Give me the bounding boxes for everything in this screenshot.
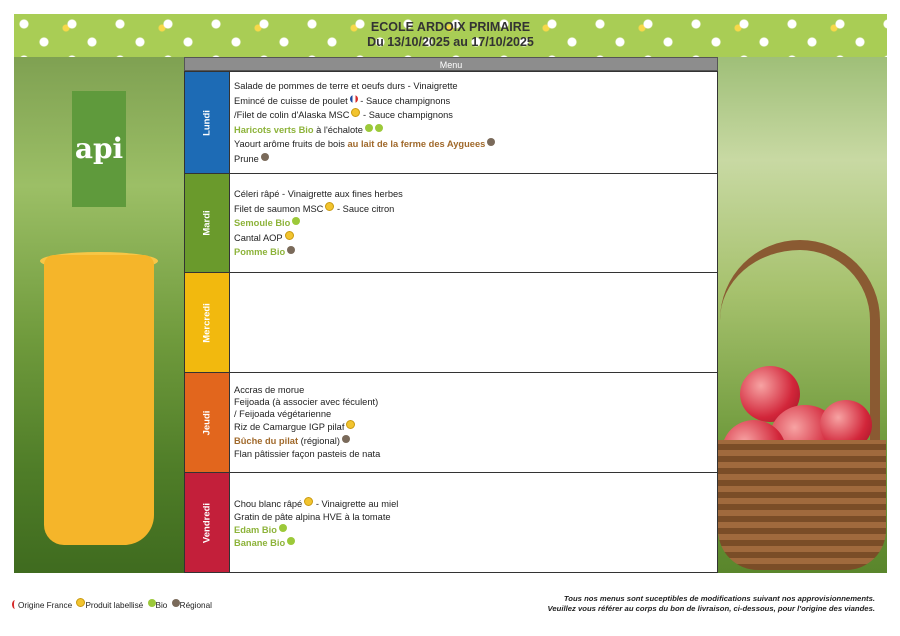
menu-item: Edam Bio xyxy=(234,524,713,537)
regional-icon xyxy=(342,435,350,443)
regional-icon xyxy=(287,246,295,254)
menu-cell-mardi xyxy=(229,173,718,273)
label-icon xyxy=(304,497,313,506)
menu-item: Semoule Bio xyxy=(234,216,713,231)
menu-item: Gratin de pâte alpina HVE à la tomate xyxy=(234,512,391,522)
menu-item: Banane Bio xyxy=(234,537,713,550)
day-label: Mercredi xyxy=(201,302,213,343)
week-dates: Du 13/10/2025 au 17/10/2025 xyxy=(367,35,534,49)
menu-cell-lundi xyxy=(229,71,718,174)
day-label: Jeudi xyxy=(201,410,213,435)
menu-item: Haricots verts Bio à l'échalote xyxy=(234,123,713,138)
school-name: ECOLE ARDOIX PRIMAIRE xyxy=(370,20,531,34)
bio-icon xyxy=(279,524,287,532)
menu-item: Pomme Bio xyxy=(234,245,713,260)
menu-item: Accras de morue xyxy=(234,385,305,395)
menu-item: Chou blanc râpé - Vinaigrette au miel xyxy=(234,499,399,509)
legend-bio: Bio xyxy=(155,601,168,610)
day-label: Lundi xyxy=(201,109,213,136)
legend-label: Produit labellisé xyxy=(85,601,144,610)
day-lundi xyxy=(184,71,230,174)
label-icon xyxy=(285,231,294,240)
regional-icon xyxy=(172,599,180,607)
flag-france-icon xyxy=(350,95,358,103)
disclaimer-line: Tous nos menus sont suceptibles de modifications suivant nos approvisionnements. xyxy=(563,594,875,603)
legend-origine: Origine France xyxy=(18,601,73,610)
day-label: Mardi xyxy=(201,210,213,236)
menu-item: /Filet de colin d'Alaska MSC - Sauce champignons xyxy=(234,110,453,120)
basket-image xyxy=(718,440,886,570)
menu-item: Céleri râpé - Vinaigrette aux fines herbes xyxy=(234,189,403,199)
day-mercredi xyxy=(184,272,230,373)
menu-item: Riz de Camargue IGP pilaf xyxy=(234,420,713,435)
bio-icon xyxy=(148,599,156,607)
day-vendredi xyxy=(184,472,230,573)
menu-item: / Feijoada végétarienne xyxy=(234,409,332,419)
menu-cell-vendredi xyxy=(229,472,718,573)
bio-icon xyxy=(287,537,295,545)
regional-icon xyxy=(487,138,495,146)
day-mardi xyxy=(184,173,230,273)
regional-icon xyxy=(261,153,269,161)
label-icon xyxy=(346,420,355,429)
day-label: Vendredi xyxy=(201,502,213,543)
api-logo: api xyxy=(72,91,126,207)
legend xyxy=(12,598,212,610)
menu-header xyxy=(14,14,887,57)
bio-icon xyxy=(375,124,383,132)
menu-item: Flan pâtissier façon pasteis de nata xyxy=(234,448,381,459)
menu-item: Prune xyxy=(234,152,713,167)
menu-item: Bûche du pilat (régional) xyxy=(234,435,713,448)
menu-item: Cantal AOP xyxy=(234,231,713,246)
menu-cell-mercredi xyxy=(229,272,718,373)
bio-icon xyxy=(365,124,373,132)
disclaimer-line: Veuillez vous référer au corps du bon de livraison, ci-dessous, pour l'origine des viandes. xyxy=(547,604,875,613)
day-jeudi xyxy=(184,372,230,473)
legend-regional: Régional xyxy=(179,601,212,610)
bio-icon xyxy=(292,217,300,225)
menu-item: Feijoada (à associer avec féculent) xyxy=(234,397,379,407)
menu-item: Salade de pommes de terre et oeufs durs - Vinaigrette xyxy=(234,81,458,91)
boot-body-image xyxy=(44,255,154,545)
menu-cell-jeudi xyxy=(229,372,718,473)
disclaimer xyxy=(455,594,875,614)
menu-item: Filet de saumon MSC - Sauce citron xyxy=(234,203,395,214)
menu-item: Emincé de cuisse de poulet - Sauce champignons xyxy=(234,95,451,106)
menu-item: Yaourt arôme fruits de bois au lait de la ferme des Ayguees xyxy=(234,137,713,152)
menu-column-header: Menu xyxy=(184,57,718,71)
